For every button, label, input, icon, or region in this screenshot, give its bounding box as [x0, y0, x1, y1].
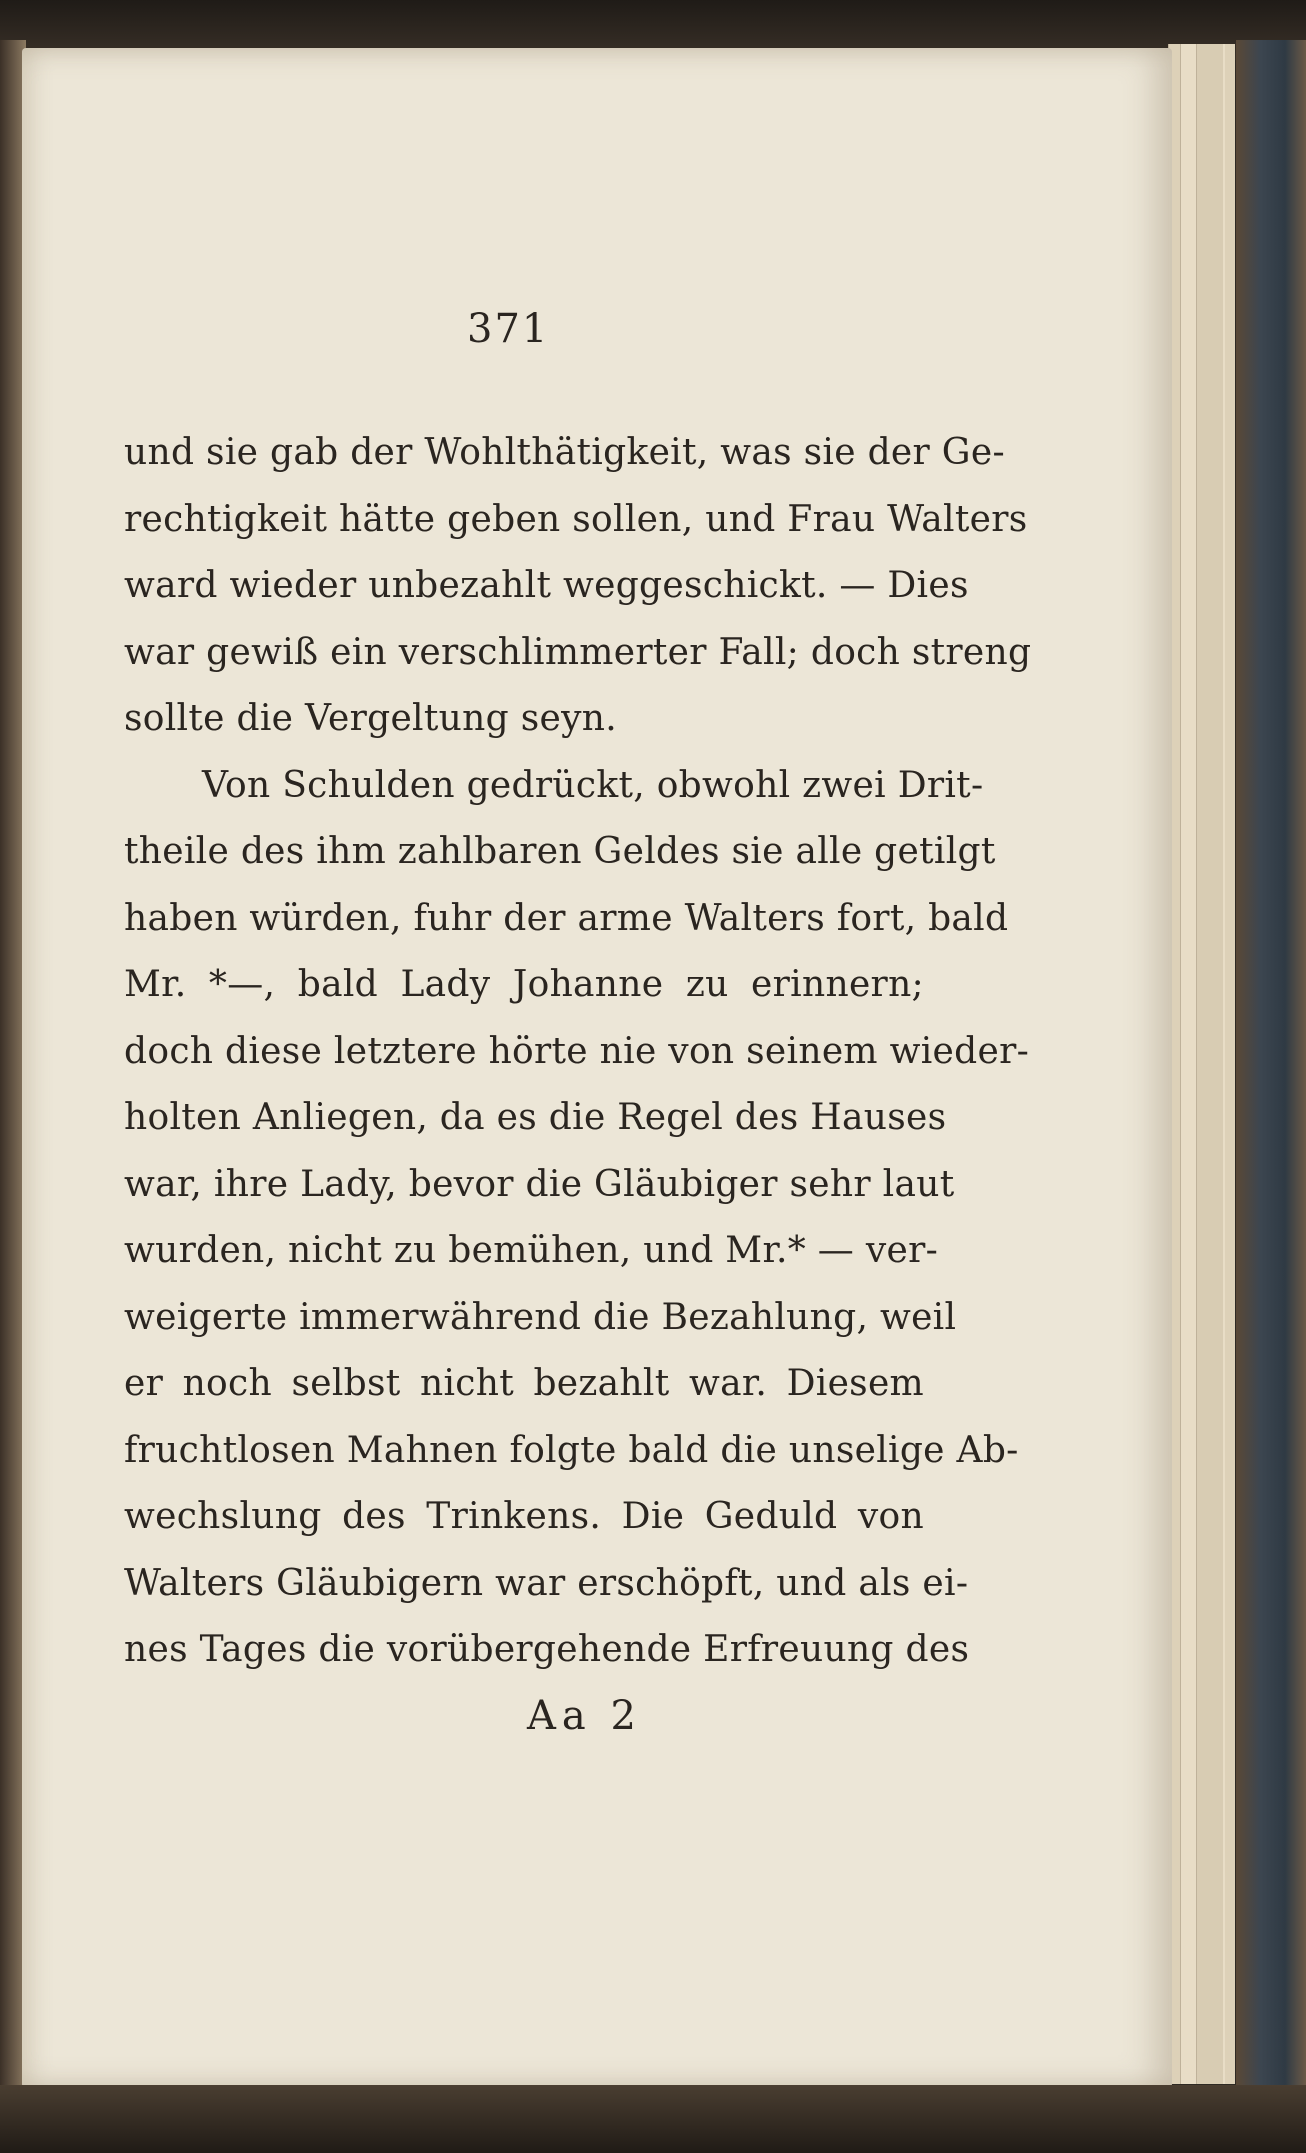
body-text	[124, 420, 1032, 1684]
text-line: theile des ihm zahlbaren Geldes sie alle getilgt	[124, 831, 996, 872]
book-cover-right	[1236, 40, 1306, 2100]
text-line: weigerte immerwährend die Bezahlung, weil	[124, 1296, 957, 1338]
text-line: doch diese letztere hörte nie von seinem wieder-	[124, 1030, 1030, 1072]
text-line: rechtigkeit hätte geben sollen, und Frau Walters	[124, 498, 1028, 540]
text-line: nes Tages die vorübergehende Erfreuung des	[124, 1629, 970, 1670]
text-line: wurden, nicht zu bemühen, und Mr.* — ver-	[124, 1230, 939, 1271]
text-line: haben würden, fuhr der arme Walters fort, bald	[124, 897, 1009, 939]
text-line: war, ihre Lady, bevor die Gläubiger sehr laut	[124, 1163, 955, 1205]
text-line: sollte die Vergeltung seyn.	[124, 698, 617, 739]
text-line: er noch selbst nicht bezahlt war. Diesem	[124, 1363, 924, 1404]
text-line: und sie gab der Wohlthätigkeit, was sie der Ge-	[124, 432, 1005, 473]
text-line: Mr. *—, bald Lady Johanne zu erinnern;	[124, 964, 924, 1005]
text-line: Walters Gläubigern war erschöpft, und als ei-	[124, 1562, 969, 1604]
page-stack-edge	[1196, 44, 1223, 2084]
text-line: fruchtlosen Mahnen folgte bald die unselige Ab-	[124, 1429, 1019, 1471]
page-number: 371	[467, 306, 550, 352]
signature-mark: Aa 2	[527, 1693, 642, 1739]
text-line: ward wieder unbezahlt weggeschickt. — Dies	[124, 565, 969, 606]
book-cover-bottom	[0, 2085, 1306, 2153]
book-page	[22, 48, 1172, 2088]
text-line: holten Anliegen, da es die Regel des Hauses	[124, 1097, 947, 1138]
text-line: wechslung des Trinkens. Die Geduld von	[124, 1496, 924, 1537]
text-line: Von Schulden gedrückt, obwohl zwei Drit-	[202, 764, 984, 806]
text-line: war gewiß ein verschlimmerter Fall; doch streng	[124, 631, 1032, 673]
